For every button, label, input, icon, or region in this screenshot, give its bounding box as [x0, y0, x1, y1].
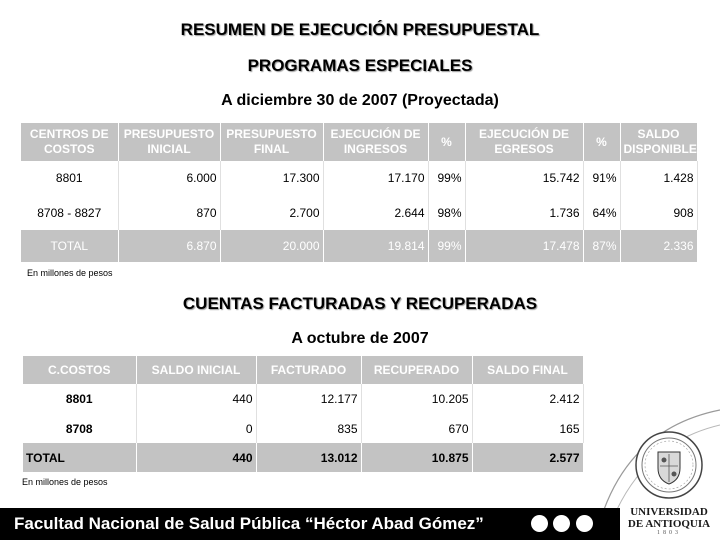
cell-saldo-disponible: 1.428 [620, 161, 697, 195]
cell-recuperado: 670 [361, 414, 472, 443]
header-ejecucion-egresos: EJECUCIÓN DE EGRESOS [465, 123, 583, 161]
cell-saldo-inicial: 440 [136, 384, 256, 414]
cell-percent-ingresos: 98% [428, 195, 465, 230]
cell-presupuesto-inicial: 6.000 [118, 161, 220, 195]
cell-presupuesto-final: 2.700 [220, 195, 323, 230]
footer-dot-icon [531, 515, 548, 532]
header-recuperado: RECUPERADO [361, 356, 472, 384]
header-presupuesto-final: PRESUPUESTO FINAL [220, 123, 323, 161]
header-saldo-disponible: SALDO DISPONIBLE [620, 123, 697, 161]
footer-dot-icon [576, 515, 593, 532]
table-row [23, 414, 583, 443]
cell-total-presupuesto-final: 20.000 [220, 230, 323, 262]
footer-dot-icon [553, 515, 570, 532]
header-centros-de-costos: CENTROS DE COSTOS [21, 123, 118, 161]
table-row [21, 161, 697, 195]
cell-ejecucion-ingresos: 2.644 [323, 195, 428, 230]
section-title-cuentas: CUENTAS FACTURADAS Y RECUPERADAS [182, 294, 538, 313]
page-title: RESUMEN DE EJECUCIÓN PRESUPUESTAL [180, 20, 540, 39]
cell-centro-costos: 8708 - 8827 [21, 195, 118, 230]
header-c-costos: C.COSTOS [23, 356, 136, 384]
table-total-row [23, 443, 583, 472]
cell-total-facturado: 13.012 [256, 443, 361, 472]
header-saldo-inicial: SALDO INICIAL [136, 356, 256, 384]
date-subtitle: A diciembre 30 de 2007 (Proyectada) [221, 92, 499, 109]
cell-total-ejecucion-ingresos: 19.814 [323, 230, 428, 262]
budget-execution-table [21, 123, 698, 262]
cell-saldo-disponible: 908 [620, 195, 697, 230]
header-ejecucion-ingresos: EJECUCIÓN DE INGRESOS [323, 123, 428, 161]
cell-c-costos: 8801 [23, 384, 136, 414]
cell-total-presupuesto-inicial: 6.870 [118, 230, 220, 262]
cell-saldo-final: 2.412 [472, 384, 583, 414]
cell-total-percent-egresos: 87% [583, 230, 620, 262]
header-percent-ingresos: % [428, 123, 465, 161]
cell-percent-egresos: 64% [583, 195, 620, 230]
cell-c-costos: 8708 [23, 414, 136, 443]
cell-saldo-final: 165 [472, 414, 583, 443]
cell-total-saldo-inicial: 440 [136, 443, 256, 472]
university-seal-icon [634, 430, 704, 500]
header-facturado: FACTURADO [256, 356, 361, 384]
table-total-row [21, 230, 697, 262]
section-subtitle-date: A octubre de 2007 [291, 330, 429, 347]
cell-presupuesto-inicial: 870 [118, 195, 220, 230]
cell-percent-egresos: 91% [583, 161, 620, 195]
header-percent-egresos: % [583, 123, 620, 161]
table-row [23, 384, 583, 414]
cell-total-saldo-final: 2.577 [472, 443, 583, 472]
cell-presupuesto-final: 17.300 [220, 161, 323, 195]
cell-recuperado: 10.205 [361, 384, 472, 414]
cell-ejecucion-ingresos: 17.170 [323, 161, 428, 195]
footer-faculty-name: Facultad Nacional de Salud Pública “Héctor Abad Gómez” [14, 514, 484, 533]
units-note: En millones de pesos [22, 477, 108, 487]
cell-total-saldo-disponible: 2.336 [620, 230, 697, 262]
cell-total-ejecucion-egresos: 17.478 [465, 230, 583, 262]
cell-saldo-inicial: 0 [136, 414, 256, 443]
header-saldo-final: SALDO FINAL [472, 356, 583, 384]
cell-facturado: 12.177 [256, 384, 361, 414]
cell-ejecucion-egresos: 15.742 [465, 161, 583, 195]
units-note: En millones de pesos [27, 268, 113, 278]
table-row [21, 195, 697, 230]
cell-percent-ingresos: 99% [428, 161, 465, 195]
page-subtitle-programas: PROGRAMAS ESPECIALES [247, 56, 473, 75]
university-name-line2: DE ANTIOQUIA [627, 518, 711, 530]
cell-total-recuperado: 10.875 [361, 443, 472, 472]
header-presupuesto-inicial: PRESUPUESTO INICIAL [118, 123, 220, 161]
cell-total-label: TOTAL [21, 230, 118, 262]
accounts-table [23, 356, 584, 472]
cell-centro-costos: 8801 [21, 161, 118, 195]
cell-total-label: TOTAL [23, 443, 136, 472]
university-year: 1803 [657, 530, 681, 536]
university-name-line1: UNIVERSIDAD [630, 506, 708, 518]
cell-facturado: 835 [256, 414, 361, 443]
cell-ejecucion-egresos: 1.736 [465, 195, 583, 230]
cell-total-percent-ingresos: 99% [428, 230, 465, 262]
